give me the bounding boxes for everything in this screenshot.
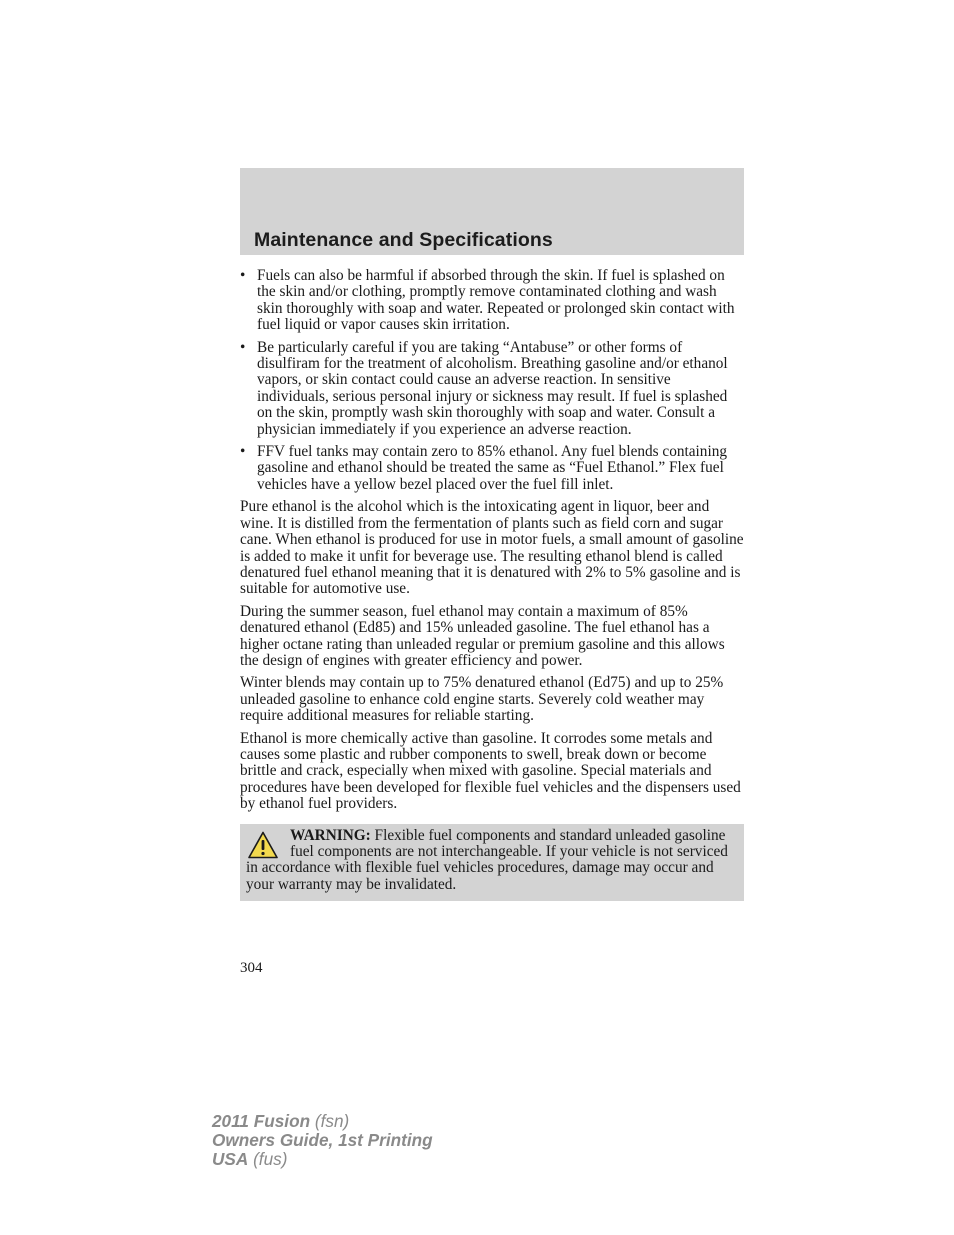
body-paragraph: During the summer season, fuel ethanol may contain a maximum of 85% denatured ethanol (Ed85) and 15% unleaded gasoline. The fuel ethanol has a higher octane rating than unleaded regular or premium gasoline and this allows the design of engines with greater efficiency and power.: [240, 602, 725, 669]
footer-region-code: (fus): [253, 1149, 288, 1169]
bullet-text: Fuels can also be harmful if absorbed through the skin. If fuel is splashed on the skin and/or clothing, promptly remove contaminated clothing and wash skin thoroughly with soap and water. Repeated or prolonged skin contact with fuel liquid or vapor causes skin irritation.: [257, 267, 735, 334]
section-title: Maintenance and Specifications: [254, 229, 553, 251]
body-paragraph: Winter blends may contain up to 75% denatured ethanol (Ed75) and up to 25% unleaded gasoline to enhance cold engine starts. Severely cold weather may require additional measures for reliable starting.: [240, 674, 724, 725]
footer-model: 2011 Fusion: [212, 1111, 311, 1131]
footer-region: USA: [212, 1149, 249, 1169]
bullet-text: FFV fuel tanks may contain zero to 85% ethanol. Any fuel blends containing gasoline and ethanol should be treated the same as “Fuel Ethanol.” Flex fuel vehicles have a yellow bezel placed over the fuel fill inlet.: [257, 443, 728, 493]
page-number: 304: [240, 960, 263, 976]
bullet-dot: •: [240, 338, 246, 356]
body-paragraph: Ethanol is more chemically active than gasoline. It corrodes some metals and causes some plastic and rubber components to swell, break down or become brittle and crack, especially when mixed with gasoline. Special materials and procedures have been developed for flexible fuel vehicles and the dispensers used by ethanol fuel providers.: [240, 729, 741, 813]
warning-label: WARNING:: [290, 826, 371, 844]
warning-box: [240, 824, 744, 902]
warning-text: Flexible fuel components and standard unleaded gasoline fuel components are not interchangeable. If your vehicle is not serviced in accordance with flexible fuel vehicles procedures, damage may occur and your warranty may be invalidated.: [246, 826, 728, 893]
footer-line-region: [212, 1150, 433, 1169]
footer-line-guide: [212, 1131, 433, 1150]
bullet-dot: •: [240, 267, 246, 284]
warning-triangle-icon: [248, 831, 278, 859]
bullet-item: [240, 444, 744, 493]
page-content: [240, 268, 744, 901]
footer-model-code: (fsn): [314, 1111, 350, 1131]
footer-guide: Owners Guide, 1st Printing: [212, 1130, 433, 1150]
body-paragraph: Pure ethanol is the alcohol which is the intoxicating agent in liquor, beer and wine. It is distilled from the fermentation of plants such as field corn and sugar cane. When ethanol is produced for use in motor fuels, a small amount of gasoline is added to make it unfit for beverage use. The resulting ethanol blend is called denatured fuel ethanol meaning that it is denatured with 2% to 5% gasoline and is suitable for automotive use.: [240, 498, 744, 598]
document-footer: [212, 1112, 433, 1169]
bullet-text: Be particularly careful if you are taking “Antabuse” or other forms of disulfiram for the treatment of alcoholism. Breathing gasoline and/or ethanol vapors, or skin contact could cause an adverse reaction. In sensitive individuals, serious personal injury or sickness may result. If fuel is splashed on the skin, promptly wash skin thoroughly with soap and water. Consult a physician immediately if you experience an adverse reaction.: [257, 338, 728, 438]
bullet-dot: •: [240, 443, 246, 461]
bullet-item: [240, 268, 744, 334]
section-header-band: [240, 168, 744, 255]
bullet-item: [240, 340, 744, 438]
footer-line-model: [212, 1112, 433, 1131]
bullet-list: [240, 268, 744, 493]
